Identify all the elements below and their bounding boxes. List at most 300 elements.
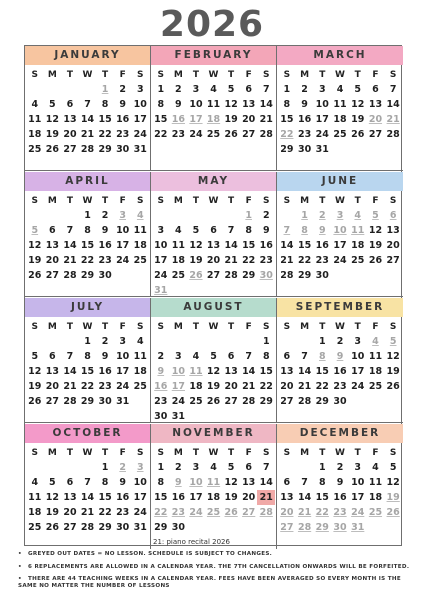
day-cell: 11	[133, 351, 147, 362]
day-cell: 3	[354, 336, 362, 347]
weekday-label: W	[82, 448, 93, 458]
day-cell: 9	[101, 225, 109, 236]
month-header: APRIL	[25, 172, 150, 191]
weekday-label: T	[354, 70, 361, 80]
weekday-label: T	[319, 70, 326, 80]
day-cell: 11	[28, 114, 42, 125]
day-cell: 11	[368, 477, 383, 488]
day-cell: 8	[318, 477, 326, 488]
month-header: SEPTEMBER	[277, 298, 403, 317]
day-cell: 29	[315, 522, 329, 533]
week-row	[277, 268, 403, 283]
day-cell: 13	[63, 492, 77, 503]
day-cell: 13	[280, 492, 294, 503]
day-cell: 26	[45, 144, 59, 155]
week-row	[151, 127, 276, 142]
weekday-label: S	[263, 70, 270, 80]
day-cell: 20	[280, 507, 294, 518]
day-cell: 5	[372, 210, 379, 221]
day-cell: 23	[116, 507, 130, 518]
day-cell: 10	[315, 99, 329, 110]
day-cell: 14	[280, 240, 294, 251]
empty-cell	[222, 283, 240, 298]
day-cell: 4	[31, 99, 39, 110]
day-cell: 11	[28, 492, 42, 503]
empty-cell	[222, 409, 240, 424]
week-row	[25, 394, 150, 409]
day-cell: 5	[49, 99, 56, 110]
day-cell: 10	[171, 366, 185, 377]
weekday-label: T	[192, 448, 200, 458]
weekday-label: T	[192, 70, 200, 80]
day-cell: 16	[154, 381, 168, 392]
day-cell: 31	[154, 285, 168, 296]
day-cell: 27	[280, 396, 294, 407]
empty-cell	[205, 409, 223, 424]
day-cell: 18	[133, 240, 147, 251]
day-cell: 2	[262, 210, 270, 221]
empty-cell	[152, 334, 170, 349]
day-cell: 28	[63, 396, 77, 407]
week-row	[25, 238, 150, 253]
day-cell: 1	[283, 84, 291, 95]
weekday-label: W	[208, 196, 219, 206]
day-cell: 13	[206, 240, 221, 251]
day-cell: 30	[116, 144, 130, 155]
day-cell: 1	[84, 336, 91, 347]
week-row	[151, 475, 276, 490]
day-cell: 30	[259, 270, 273, 281]
day-cell: 10	[189, 99, 203, 110]
day-cell: 31	[351, 522, 365, 533]
day-cell: 4	[210, 84, 217, 95]
empty-cell	[257, 520, 275, 535]
day-cell: 6	[227, 351, 235, 362]
day-cell: 20	[45, 255, 59, 266]
empty-cell	[384, 520, 402, 535]
day-cell: 21	[63, 255, 77, 266]
week-row	[25, 97, 150, 112]
day-cell: 29	[98, 144, 112, 155]
week-row	[277, 253, 403, 268]
day-cell: 3	[157, 225, 165, 236]
day-cell: 30	[154, 411, 168, 422]
day-cell: 3	[354, 462, 362, 473]
empty-cell	[131, 268, 149, 283]
day-cell: 26	[368, 255, 383, 266]
day-cell: 27	[45, 270, 59, 281]
day-cell: 7	[301, 351, 308, 362]
day-cell: 1	[84, 210, 91, 221]
day-cell: 24	[171, 396, 185, 407]
day-cell: 16	[98, 366, 112, 377]
day-cell: 8	[101, 477, 109, 488]
day-cell: 19	[28, 255, 42, 266]
day-cell: 10	[189, 477, 203, 488]
weekday-label: T	[228, 196, 235, 206]
weekday-label: W	[208, 70, 219, 80]
day-cell: 22	[297, 255, 312, 266]
day-cell: 28	[80, 144, 95, 155]
day-cell: 23	[98, 381, 112, 392]
day-cell: 29	[259, 396, 273, 407]
day-cell: 26	[386, 381, 400, 392]
week-row	[277, 475, 403, 490]
day-cell: 23	[333, 381, 347, 392]
day-cell: 26	[45, 522, 59, 533]
day-cell: 2	[101, 336, 109, 347]
day-cell: 8	[157, 477, 165, 488]
weekday-label: T	[192, 322, 200, 332]
bullet-icon: •	[18, 576, 22, 582]
day-cell: 14	[242, 366, 256, 377]
day-cell: 2	[119, 462, 126, 473]
empty-cell	[44, 334, 62, 349]
day-cell: 24	[315, 129, 329, 140]
day-cell: 21	[297, 381, 312, 392]
day-cell: 9	[318, 225, 326, 236]
week-row	[151, 268, 276, 283]
day-cell: 21	[280, 255, 294, 266]
month-header: DECEMBER	[277, 424, 403, 443]
month-october	[25, 424, 151, 549]
day-cell: 9	[119, 477, 126, 488]
day-cell: 27	[280, 522, 294, 533]
day-cell: 26	[206, 396, 221, 407]
week-row	[151, 253, 276, 268]
day-cell: 12	[224, 99, 238, 110]
week-row	[25, 520, 150, 535]
day-cell: 30	[116, 522, 130, 533]
weekday-label: W	[335, 196, 345, 206]
day-cell: 26	[351, 129, 365, 140]
day-cell: 14	[224, 240, 238, 251]
empty-cell	[79, 82, 97, 97]
weekday-label: S	[157, 70, 165, 80]
day-cell: 13	[242, 477, 256, 488]
day-cell: 5	[389, 462, 397, 473]
day-cell: 11	[206, 99, 221, 110]
empty-cell	[384, 394, 402, 409]
day-cell: 14	[259, 99, 273, 110]
day-cell: 3	[175, 351, 182, 362]
month-header: AUGUST	[151, 298, 276, 317]
day-cell: 25	[206, 129, 221, 140]
day-cell: 17	[171, 381, 185, 392]
weekday-label: S	[263, 322, 270, 332]
empty-cell	[205, 283, 223, 298]
day-cell: 17	[189, 492, 203, 503]
day-cell: 3	[119, 336, 126, 347]
day-cell: 26	[28, 396, 42, 407]
day-cell: 13	[224, 366, 238, 377]
week-row	[151, 208, 276, 223]
empty-cell	[44, 460, 62, 475]
day-cell: 12	[28, 240, 42, 251]
day-cell: 25	[368, 507, 383, 518]
empty-cell	[170, 283, 188, 298]
day-cell: 25	[133, 255, 147, 266]
day-cell: 30	[315, 270, 329, 281]
day-cell: 6	[66, 477, 74, 488]
day-cell: 3	[119, 210, 126, 221]
weekday-label: F	[245, 322, 252, 332]
day-cell: 23	[98, 255, 112, 266]
week-row	[151, 349, 276, 364]
day-cell: 27	[206, 270, 221, 281]
week-row	[151, 505, 276, 520]
day-cell: 5	[389, 336, 397, 347]
weekday-row	[151, 320, 276, 334]
day-cell: 17	[333, 240, 347, 251]
week-row	[277, 349, 403, 364]
weekday-label: M	[47, 70, 57, 80]
day-cell: 1	[101, 84, 109, 95]
empty-cell	[278, 208, 296, 223]
day-cell: 15	[98, 114, 112, 125]
empty-cell	[152, 208, 170, 223]
weekday-label: M	[300, 196, 310, 206]
weekday-label: S	[31, 70, 39, 80]
weekday-label: W	[208, 322, 219, 332]
empty-cell	[205, 334, 223, 349]
day-cell: 18	[133, 366, 147, 377]
day-cell: 13	[386, 225, 400, 236]
day-cell: 29	[297, 270, 312, 281]
day-cell: 17	[116, 366, 130, 377]
day-cell: 21	[80, 507, 95, 518]
weekday-label: S	[389, 448, 397, 458]
weekday-label: T	[102, 448, 109, 458]
week-row	[25, 253, 150, 268]
day-cell: 9	[175, 477, 182, 488]
day-cell: 5	[49, 477, 56, 488]
weekday-label: S	[283, 448, 291, 458]
day-cell: 24	[189, 507, 203, 518]
weekday-label: S	[157, 448, 165, 458]
day-cell: 21	[259, 114, 273, 125]
day-cell: 24	[116, 381, 130, 392]
day-cell: 23	[315, 255, 329, 266]
empty-cell	[257, 283, 275, 298]
day-cell: 24	[116, 255, 130, 266]
weekday-row	[151, 194, 276, 208]
day-cell: 23	[171, 129, 185, 140]
weekday-label: T	[66, 196, 74, 206]
day-cell: 1	[101, 462, 109, 473]
day-cell: 18	[333, 114, 347, 125]
day-cell: 22	[242, 255, 256, 266]
day-cell: 10	[351, 351, 365, 362]
day-cell: 26	[189, 270, 203, 281]
day-cell: 9	[301, 99, 308, 110]
day-cell: 4	[136, 210, 144, 221]
day-cell: 18	[351, 240, 365, 251]
weekday-label: S	[137, 448, 144, 458]
day-cell: 6	[283, 477, 291, 488]
day-cell: 7	[283, 225, 291, 236]
day-cell: 9	[336, 477, 344, 488]
day-cell: 16	[116, 492, 130, 503]
month-december	[277, 424, 403, 549]
day-cell: 13	[63, 114, 77, 125]
weekday-label: W	[82, 322, 93, 332]
weekday-label: S	[31, 322, 39, 332]
day-cell: 14	[63, 366, 77, 377]
day-cell: 31	[116, 396, 130, 407]
day-cell: 15	[259, 366, 273, 377]
day-cell: 10	[133, 99, 147, 110]
day-cell: 12	[386, 351, 400, 362]
day-cell: 15	[80, 240, 95, 251]
day-cell: 30	[333, 522, 347, 533]
day-cell: 31	[133, 522, 147, 533]
day-cell: 26	[224, 507, 238, 518]
weekday-label: S	[157, 322, 165, 332]
day-cell: 8	[283, 99, 291, 110]
day-cell: 14	[297, 492, 312, 503]
day-cell: 4	[31, 477, 39, 488]
weekday-label: S	[137, 196, 144, 206]
day-cell: 20	[242, 492, 256, 503]
weekday-row	[25, 68, 150, 82]
weekday-label: T	[319, 322, 326, 332]
weekday-label: T	[228, 322, 235, 332]
day-cell: 17	[116, 240, 130, 251]
day-cell: 1	[301, 210, 308, 221]
empty-cell	[187, 409, 205, 424]
day-cell: 20	[63, 129, 77, 140]
week-row	[277, 334, 403, 349]
empty-cell	[61, 208, 79, 223]
empty-cell	[205, 520, 223, 535]
day-cell: 28	[259, 507, 273, 518]
empty-cell	[367, 142, 385, 157]
day-cell: 30	[98, 396, 112, 407]
day-cell: 6	[283, 351, 291, 362]
day-cell: 10	[154, 240, 168, 251]
day-cell: 21	[80, 129, 95, 140]
weekday-label: S	[137, 322, 144, 332]
month-header: JUNE	[277, 172, 403, 191]
day-cell: 2	[301, 84, 308, 95]
weekday-label: T	[102, 196, 109, 206]
day-cell: 17	[189, 114, 203, 125]
weekday-label: F	[372, 322, 379, 332]
day-cell: 3	[136, 84, 144, 95]
day-cell: 8	[157, 99, 165, 110]
day-cell: 2	[157, 351, 165, 362]
day-cell: 20	[242, 114, 256, 125]
empty-cell	[61, 334, 79, 349]
day-cell: 5	[354, 84, 362, 95]
weekday-label: T	[66, 322, 74, 332]
week-row	[25, 505, 150, 520]
weekday-label: F	[372, 196, 379, 206]
empty-cell	[44, 208, 62, 223]
week-row	[25, 349, 150, 364]
calendar-grid	[24, 45, 402, 546]
day-cell: 24	[133, 129, 147, 140]
day-cell: 6	[389, 210, 397, 221]
day-cell: 31	[315, 144, 329, 155]
week-row	[25, 364, 150, 379]
month-header: JANUARY	[25, 46, 150, 65]
weekday-label: S	[283, 322, 291, 332]
empty-cell	[222, 520, 240, 535]
day-cell: 29	[242, 270, 256, 281]
day-cell: 6	[245, 462, 252, 473]
footnote-text: GREYED OUT DATES = NO LESSON. SCHEDULE IS SUBJECT TO CHANGES.	[28, 551, 273, 557]
day-cell: 2	[101, 210, 109, 221]
weekday-label: F	[372, 70, 379, 80]
day-cell: 22	[315, 507, 329, 518]
weekday-label: T	[354, 448, 361, 458]
day-cell: 27	[242, 129, 256, 140]
week-row	[151, 490, 276, 505]
weekday-label: T	[354, 196, 361, 206]
day-cell: 14	[386, 99, 400, 110]
week-row	[151, 379, 276, 394]
footnote	[18, 564, 410, 571]
day-cell: 2	[336, 462, 344, 473]
week-row	[25, 223, 150, 238]
weekday-label: S	[263, 196, 270, 206]
weekday-label: M	[47, 196, 57, 206]
day-cell: 16	[333, 366, 347, 377]
week-row	[277, 223, 403, 238]
day-cell: 12	[45, 114, 59, 125]
empty-cell	[349, 268, 367, 283]
day-cell: 15	[315, 492, 329, 503]
day-cell: 14	[259, 477, 273, 488]
day-cell: 27	[63, 144, 77, 155]
week-row	[151, 238, 276, 253]
day-cell: 27	[386, 255, 400, 266]
week-row	[277, 238, 403, 253]
day-cell: 23	[116, 129, 130, 140]
day-cell: 4	[210, 462, 217, 473]
day-cell: 6	[245, 84, 252, 95]
weekday-row	[277, 194, 403, 208]
day-cell: 7	[389, 84, 397, 95]
weekday-label: S	[283, 70, 291, 80]
empty-cell	[349, 142, 367, 157]
day-cell: 19	[45, 129, 59, 140]
empty-cell	[205, 208, 223, 223]
day-cell: 26	[386, 507, 400, 518]
weekday-label: F	[245, 448, 252, 458]
footnote	[18, 576, 410, 590]
month-january	[25, 46, 151, 171]
day-cell: 21	[63, 381, 77, 392]
weekday-row	[151, 68, 276, 82]
day-cell: 3	[336, 210, 344, 221]
day-cell: 12	[224, 477, 238, 488]
week-row	[277, 490, 403, 505]
weekday-label: T	[66, 70, 74, 80]
empty-cell	[61, 460, 79, 475]
week-row	[25, 82, 150, 97]
day-cell: 20	[63, 507, 77, 518]
day-cell: 2	[119, 84, 126, 95]
day-cell: 6	[66, 99, 74, 110]
weekday-label: T	[228, 70, 235, 80]
day-cell: 1	[318, 336, 326, 347]
day-cell: 25	[333, 129, 347, 140]
day-cell: 8	[262, 351, 270, 362]
month-header: NOVEMBER	[151, 424, 276, 443]
